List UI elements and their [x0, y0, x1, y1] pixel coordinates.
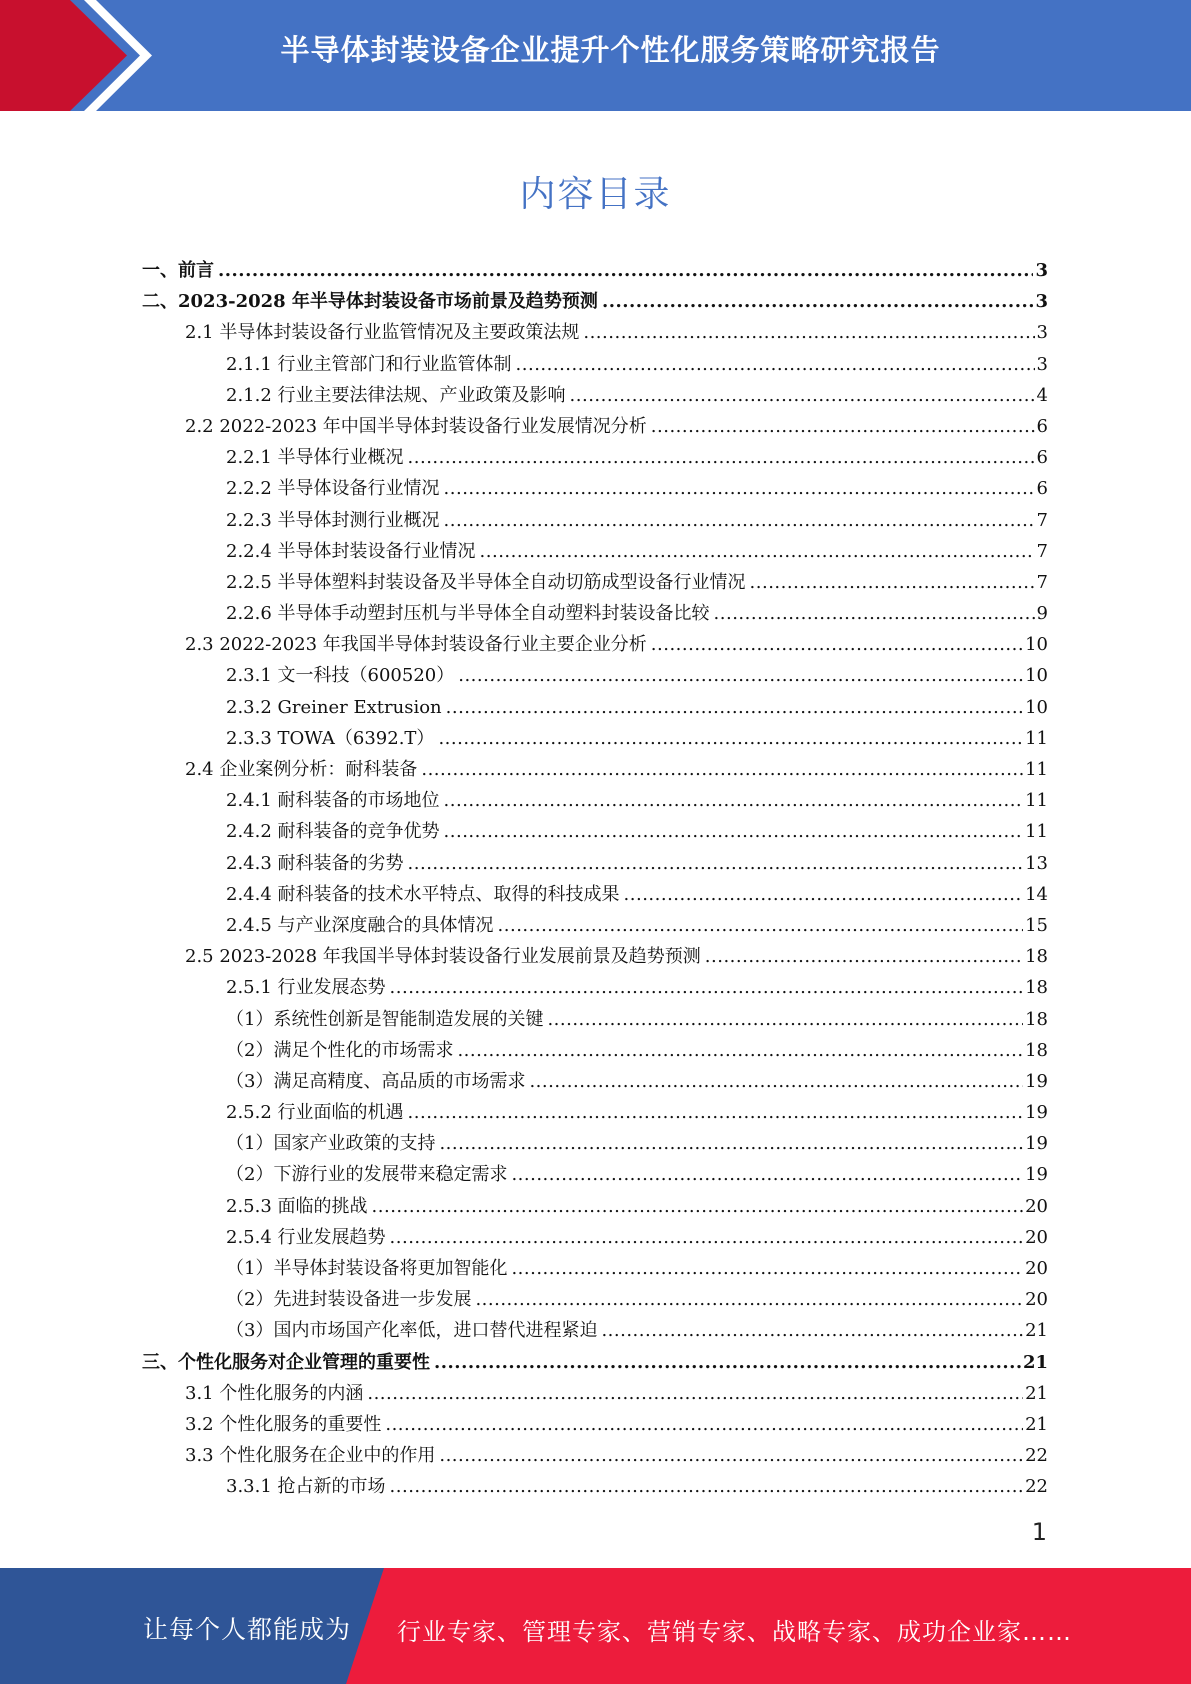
toc-leader-dots — [390, 1471, 1024, 1502]
toc-entry-title: 2.4.1 耐科装备的市场地位 — [226, 790, 440, 812]
toc-entry-title: （2）满足个性化的市场需求 — [226, 1039, 454, 1061]
toc-entry-page: 7 — [1036, 571, 1048, 593]
toc-entry[interactable] — [142, 1128, 1048, 1159]
toc-entry-title: 3.1 个性化服务的内涵 — [185, 1382, 364, 1404]
toc-entry-page: 20 — [1025, 1289, 1048, 1311]
toc-entry[interactable] — [142, 692, 1048, 723]
toc-entry-page: 21 — [1025, 1413, 1048, 1435]
toc-leader-dots — [434, 1347, 1021, 1378]
page-number: 1 — [1031, 1518, 1047, 1546]
toc-entry-page: 10 — [1025, 665, 1048, 687]
toc-entry-page: 11 — [1025, 821, 1048, 843]
toc-entry-title: 2.2.6 半导体手动塑封压机与半导体全自动塑料封装设备比较 — [226, 603, 710, 625]
toc-entry[interactable] — [142, 1284, 1048, 1315]
toc-entry[interactable] — [142, 879, 1048, 910]
toc-entry[interactable] — [142, 972, 1048, 1003]
toc-entry-title: 2.5.3 面临的挑战 — [226, 1195, 368, 1217]
toc-entry-title: 2.2.3 半导体封测行业概况 — [226, 509, 440, 531]
toc-leader-dots — [408, 1097, 1024, 1128]
toc-entry[interactable] — [142, 1191, 1048, 1222]
toc-entry-page: 22 — [1025, 1445, 1048, 1467]
toc-entry-title: 2.5.4 行业发展趋势 — [226, 1226, 386, 1248]
toc-leader-dots — [421, 754, 1023, 785]
toc-leader-dots — [475, 1284, 1023, 1315]
toc-entry-title: 2.4.2 耐科装备的竞争优势 — [226, 821, 440, 843]
toc-entry[interactable] — [142, 941, 1048, 972]
toc-entry[interactable] — [142, 723, 1048, 754]
report-title: 半导体封装设备企业提升个性化服务策略研究报告 — [280, 33, 941, 67]
toc-entry-title: （1）半导体封装设备将更加智能化 — [226, 1258, 508, 1279]
toc-entry[interactable] — [142, 910, 1048, 941]
toc-leader-dots — [367, 1378, 1023, 1409]
toc-leader-dots — [624, 879, 1024, 910]
toc-entry-page: 19 — [1025, 1133, 1048, 1155]
toc-entry-title: 2.1.2 行业主要法律法规、产业政策及影响 — [226, 384, 566, 406]
toc-entry[interactable] — [142, 1409, 1048, 1440]
toc-leader-dots — [390, 1222, 1024, 1253]
toc-entry-title: 二、2023-2028 年半导体封装设备市场前景及趋势预测 — [142, 291, 598, 313]
toc-leader-dots — [438, 723, 1023, 754]
toc-entry-title: 2.2 2022-2023 年中国半导体封装设备行业发展情况分析 — [185, 415, 647, 437]
toc-leader-dots — [480, 536, 1035, 567]
toc-entry-page: 3 — [1035, 260, 1048, 281]
toc-entry-page: 4 — [1036, 384, 1048, 406]
toc-entry-title: （3）满足高精度、高品质的市场需求 — [226, 1070, 526, 1092]
toc-entry-page: 21 — [1025, 1382, 1048, 1404]
toc-leader-dots — [651, 629, 1023, 660]
toc-entry-page: 11 — [1025, 759, 1048, 780]
toc-entry-page: 18 — [1025, 946, 1048, 968]
toc-entry-title: 2.3.1 文一科技（600520） — [226, 665, 455, 687]
toc-entry[interactable] — [142, 1471, 1048, 1502]
toc-entry-title: 三、个性化服务对企业管理的重要性 — [142, 1351, 430, 1373]
toc-leader-dots — [457, 1035, 1023, 1066]
toc-entry-page: 6 — [1036, 415, 1048, 437]
toc-entry[interactable] — [142, 754, 1048, 785]
toc-entry-title: 2.2.1 半导体行业概况 — [226, 447, 404, 469]
toc-leader-dots — [408, 442, 1035, 473]
toc-entry-page: 18 — [1025, 977, 1048, 999]
toc-leader-dots — [570, 380, 1035, 411]
toc-leader-dots — [446, 692, 1023, 723]
toc-entry-title: 2.2.2 半导体设备行业情况 — [226, 478, 440, 500]
toc-entry[interactable] — [142, 380, 1048, 411]
toc-entry[interactable] — [142, 785, 1048, 816]
toc-entry[interactable] — [142, 1347, 1048, 1378]
toc-entry-page: 6 — [1036, 447, 1048, 469]
toc-leader-dots — [583, 317, 1034, 348]
toc-entry[interactable] — [142, 317, 1048, 348]
toc-entry[interactable] — [142, 1253, 1048, 1284]
toc-entry[interactable] — [142, 629, 1048, 660]
footer-banner — [0, 1568, 1191, 1684]
toc-leader-dots — [750, 567, 1035, 598]
toc-entry-page: 9 — [1036, 603, 1048, 625]
toc-entry-page: 3 — [1036, 322, 1048, 344]
toc-entry-title: （3）国内市场国产化率低，进口替代进程紧迫 — [226, 1320, 598, 1342]
toc-entry-title: 2.5.2 行业面临的机遇 — [226, 1102, 404, 1124]
toc-entry-page: 7 — [1036, 540, 1048, 562]
toc-leader-dots — [511, 1253, 1023, 1284]
toc-leader-dots — [385, 1409, 1023, 1440]
toc-entry[interactable] — [142, 1066, 1048, 1097]
toc-entry-title: （1）国家产业政策的支持 — [226, 1133, 436, 1155]
toc-entry-page: 10 — [1025, 696, 1048, 718]
toc-entry[interactable] — [142, 505, 1048, 536]
toc-entry-title: 2.5.1 行业发展态势 — [226, 977, 386, 999]
toc-entry-page: 18 — [1025, 1008, 1048, 1030]
toc-entry-page: 21 — [1025, 1320, 1048, 1342]
table-of-contents — [142, 255, 1048, 1503]
toc-entry-title: 2.5 2023-2028 年我国半导体封装设备行业发展前景及趋势预测 — [185, 946, 701, 968]
toc-entry-title: 3.2 个性化服务的重要性 — [185, 1413, 382, 1435]
toc-entry-title: 2.1 半导体封装设备行业监管情况及主要政策法规 — [185, 322, 580, 344]
toc-entry[interactable] — [142, 1315, 1048, 1346]
toc-leader-dots — [529, 1066, 1023, 1097]
footer-slogan-left: 让每个人都能成为 — [143, 1615, 352, 1644]
toc-entry-page: 20 — [1025, 1226, 1048, 1248]
toc-heading: 内容目录 — [519, 174, 672, 215]
toc-leader-dots — [498, 910, 1024, 941]
toc-entry-title: （1）系统性创新是智能制造发展的关键 — [226, 1008, 544, 1030]
toc-entry-title: 2.4.4 耐科装备的技术水平特点、取得的科技成果 — [226, 883, 620, 905]
toc-leader-dots — [714, 598, 1035, 629]
toc-entry[interactable] — [142, 816, 1048, 847]
toc-entry-page: 11 — [1025, 790, 1048, 812]
toc-leader-dots — [439, 1440, 1023, 1471]
toc-entry[interactable] — [142, 567, 1048, 598]
toc-entry-title: 2.2.5 半导体塑料封装设备及半导体全自动切筋成型设备行业情况 — [226, 571, 746, 593]
toc-entry[interactable] — [142, 1035, 1048, 1066]
toc-leader-dots — [444, 505, 1035, 536]
toc-entry-title: 2.4 企业案例分析：耐科装备 — [185, 759, 418, 780]
toc-entry-page: 3 — [1035, 291, 1048, 313]
toc-entry-page: 13 — [1025, 852, 1048, 874]
toc-entry-title: 3.3.1 抢占新的市场 — [226, 1476, 386, 1498]
toc-entry-page: 19 — [1025, 1102, 1048, 1124]
toc-entry-title: 2.1.1 行业主管部门和行业监管体制 — [226, 353, 512, 375]
toc-entry-page: 19 — [1025, 1070, 1048, 1092]
toc-entry-page: 7 — [1036, 509, 1048, 531]
toc-entry[interactable] — [142, 598, 1048, 629]
chevron-arrow-icon — [0, 0, 160, 111]
toc-entry[interactable] — [142, 1222, 1048, 1253]
toc-entry[interactable] — [142, 1440, 1048, 1471]
toc-entry-title: 2.2.4 半导体封装设备行业情况 — [226, 540, 476, 562]
footer-slogan-right: 行业专家、管理专家、营销专家、战略专家、成功企业家…… — [397, 1618, 1072, 1646]
toc-leader-dots — [444, 816, 1024, 847]
toc-entry-title: 2.4.5 与产业深度融合的具体情况 — [226, 914, 494, 936]
toc-entry-page: 18 — [1025, 1039, 1048, 1061]
toc-entry-title: 一、前言 — [142, 260, 214, 281]
toc-entry-title: （2）先进封装设备进一步发展 — [226, 1289, 472, 1311]
toc-leader-dots — [601, 1315, 1023, 1346]
toc-leader-dots — [408, 848, 1024, 879]
toc-leader-dots — [390, 972, 1024, 1003]
toc-leader-dots — [444, 785, 1024, 816]
toc-entry-page: 6 — [1036, 478, 1048, 500]
toc-entry-title: （2）下游行业的发展带来稳定需求 — [226, 1164, 508, 1186]
toc-leader-dots — [372, 1191, 1024, 1222]
toc-entry[interactable] — [142, 286, 1048, 317]
toc-entry[interactable] — [142, 1004, 1048, 1035]
toc-leader-dots — [547, 1004, 1023, 1035]
toc-leader-dots — [458, 660, 1023, 691]
toc-entry-page: 19 — [1025, 1164, 1048, 1186]
header-banner — [0, 0, 1191, 111]
toc-entry[interactable] — [142, 1378, 1048, 1409]
toc-leader-dots — [444, 473, 1035, 504]
toc-entry[interactable] — [142, 660, 1048, 691]
toc-entry-title: 2.3.3 TOWA（6392.T） — [226, 727, 435, 749]
toc-entry-page: 21 — [1022, 1351, 1048, 1373]
toc-entry[interactable] — [142, 255, 1048, 286]
toc-entry[interactable] — [142, 536, 1048, 567]
toc-entry-title: 3.3 个性化服务在企业中的作用 — [185, 1445, 436, 1467]
toc-entry[interactable] — [142, 1159, 1048, 1190]
toc-entry-title: 2.3 2022-2023 年我国半导体封装设备行业主要企业分析 — [185, 634, 647, 656]
toc-entry-page: 20 — [1025, 1258, 1048, 1279]
toc-entry[interactable] — [142, 1097, 1048, 1128]
toc-leader-dots — [602, 286, 1034, 317]
toc-entry-page: 10 — [1025, 634, 1048, 656]
toc-entry[interactable] — [142, 473, 1048, 504]
toc-leader-dots — [705, 941, 1023, 972]
toc-entry-page: 14 — [1025, 883, 1048, 905]
toc-entry-title: 2.4.3 耐科装备的劣势 — [226, 852, 404, 874]
toc-leader-dots — [511, 1159, 1023, 1190]
toc-entry[interactable] — [142, 848, 1048, 879]
toc-entry[interactable] — [142, 349, 1048, 380]
toc-entry-page: 3 — [1036, 353, 1048, 375]
toc-leader-dots — [218, 255, 1033, 286]
toc-entry-page: 15 — [1025, 914, 1048, 936]
toc-leader-dots — [516, 349, 1035, 380]
toc-entry-title: 2.3.2 Greiner Extrusion — [226, 696, 442, 718]
toc-entry-page: 11 — [1025, 727, 1048, 749]
toc-leader-dots — [651, 411, 1035, 442]
toc-entry-page: 20 — [1025, 1195, 1048, 1217]
toc-entry[interactable] — [142, 442, 1048, 473]
toc-leader-dots — [439, 1128, 1023, 1159]
toc-entry-page: 22 — [1025, 1476, 1048, 1498]
toc-entry[interactable] — [142, 411, 1048, 442]
